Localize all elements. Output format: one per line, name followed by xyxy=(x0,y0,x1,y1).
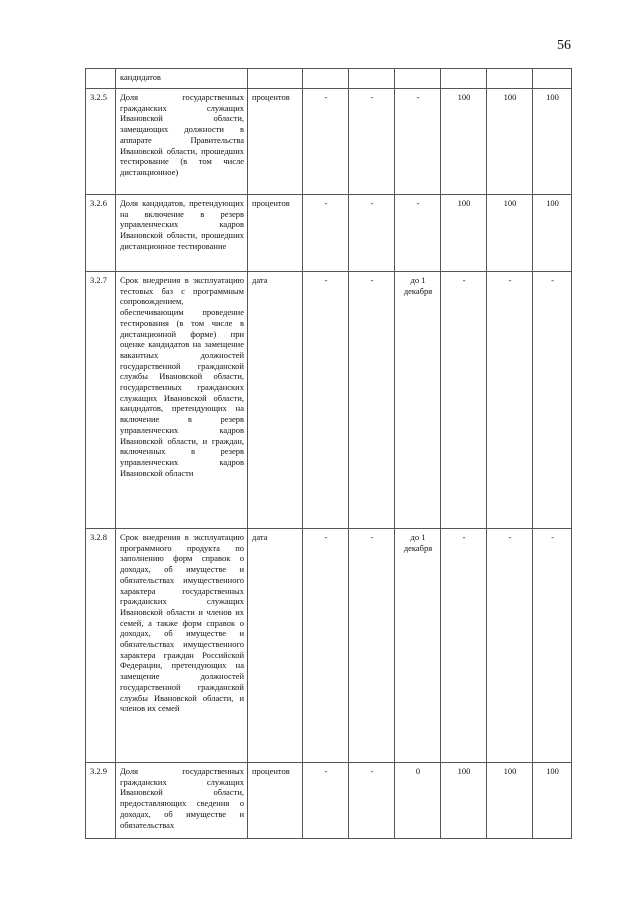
cell-v4 xyxy=(441,69,487,89)
cell-num: 3.2.8 xyxy=(86,529,116,763)
cell-num xyxy=(86,69,116,89)
table-row xyxy=(86,195,572,272)
cell-unit: процентов xyxy=(248,195,303,272)
cell-v5: 100 xyxy=(487,195,533,272)
cell-v4: 100 xyxy=(441,195,487,272)
cell-num: 3.2.9 xyxy=(86,763,116,839)
indicators-table xyxy=(85,68,572,839)
cell-desc: Срок внедрения в эксплуатацию программного продукта по заполнению форм справок о доходах, об имуществе и обязательствах имущественного характера государственных гражданских служащих Ивановской области и членов их семей, а также форм справок о доходах, об имуществе и обязательствах имущественного характера граждан Российской Федерации, претендующих на замещение должностей государственной гражданской службы Ивановской области, и членов их семей xyxy=(116,529,248,763)
cell-unit xyxy=(248,69,303,89)
cell-v5: 100 xyxy=(487,89,533,195)
cell-v4: 100 xyxy=(441,89,487,195)
cell-v2: - xyxy=(349,763,395,839)
cell-v3: 0 xyxy=(395,763,441,839)
cell-num: 3.2.5 xyxy=(86,89,116,195)
cell-v5 xyxy=(487,69,533,89)
cell-v4: - xyxy=(441,272,487,529)
cell-desc: Доля государственных гражданских служащих Ивановской области, предоставляющих сведения о доходах, об имуществе и обязательствах xyxy=(116,763,248,839)
cell-v1: - xyxy=(303,89,349,195)
cell-v2: - xyxy=(349,195,395,272)
table-row xyxy=(86,89,572,195)
cell-v3: до 1 декабря xyxy=(395,272,441,529)
cell-v5: - xyxy=(487,272,533,529)
cell-unit: дата xyxy=(248,529,303,763)
cell-v6: 100 xyxy=(533,763,572,839)
table-row-continuation xyxy=(86,69,572,89)
cell-v3: до 1 декабря xyxy=(395,529,441,763)
cell-v1: - xyxy=(303,195,349,272)
table-row xyxy=(86,763,572,839)
cell-v3: - xyxy=(395,195,441,272)
cell-unit: дата xyxy=(248,272,303,529)
cell-desc: кандидатов xyxy=(116,69,248,89)
cell-desc: Доля кандидатов, претендующих на включение в резерв управленческих кадров Ивановской области, прошедших дистанционное тестирование xyxy=(116,195,248,272)
cell-desc: Срок внедрения в эксплуатацию тестовых баз с программным сопровождением, обеспечивающим проведение тестирования (в том числе в дистанционной форме) при оценке кандидатов на замещение вакантных должностей государственной гражданской службы Ивановской области, государственных гражданских служащих Ивановской области, кандидатов, претендующих на включение в резерв управленческих кадров Ивановской области, и граждан, включенных в резерв управленческих кадров Ивановской области xyxy=(116,272,248,529)
cell-v6: 100 xyxy=(533,195,572,272)
cell-v1: - xyxy=(303,529,349,763)
page-number: 56 xyxy=(557,38,571,53)
cell-v2: - xyxy=(349,272,395,529)
cell-unit: процентов xyxy=(248,89,303,195)
cell-v2: - xyxy=(349,529,395,763)
cell-v1: - xyxy=(303,763,349,839)
cell-v3: - xyxy=(395,89,441,195)
cell-v5: 100 xyxy=(487,763,533,839)
table-row xyxy=(86,529,572,763)
cell-v6: 100 xyxy=(533,89,572,195)
cell-num: 3.2.7 xyxy=(86,272,116,529)
cell-v1 xyxy=(303,69,349,89)
cell-num: 3.2.6 xyxy=(86,195,116,272)
cell-v4: - xyxy=(441,529,487,763)
cell-v2 xyxy=(349,69,395,89)
cell-v1: - xyxy=(303,272,349,529)
cell-desc: Доля государственных гражданских служащих Ивановской области, замещающих должности в аппарате Правительства Ивановской области, прошедших тестирование (в том числе дистанционное) xyxy=(116,89,248,195)
cell-v6: - xyxy=(533,529,572,763)
cell-v3 xyxy=(395,69,441,89)
cell-v6: - xyxy=(533,272,572,529)
cell-v5: - xyxy=(487,529,533,763)
table-row xyxy=(86,272,572,529)
cell-v2: - xyxy=(349,89,395,195)
cell-unit: процентов xyxy=(248,763,303,839)
cell-v4: 100 xyxy=(441,763,487,839)
cell-v6 xyxy=(533,69,572,89)
